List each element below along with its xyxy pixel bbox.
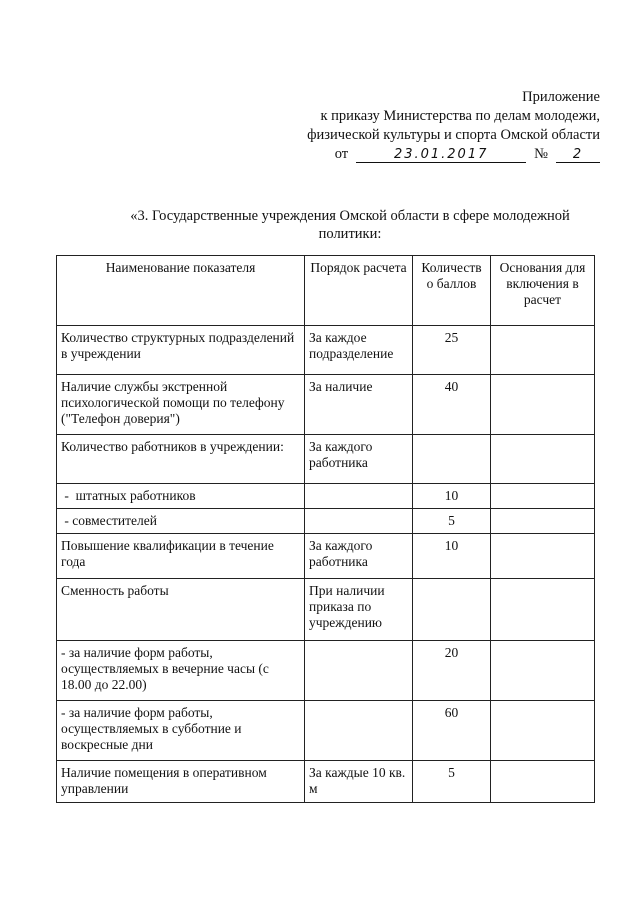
cell-name: Количество работников в учреждении: (57, 435, 305, 484)
indicators-table (56, 255, 595, 803)
cell-points: 25 (413, 326, 491, 375)
cell-basis (491, 509, 595, 534)
cell-name: Наличие службы экстренной психологической помощи по телефону ("Телефон доверия") (57, 375, 305, 435)
cell-order: За каждые 10 кв. м (305, 761, 413, 803)
cell-points: 60 (413, 701, 491, 761)
handwritten-date: 23.01.2017 (356, 147, 526, 163)
cell-points: 10 (413, 484, 491, 509)
order-reference-line: к приказу Министерства по делам молодежи, (320, 108, 600, 124)
table-row (57, 375, 595, 435)
appendix-header (307, 88, 600, 164)
cell-name: Повышение квалификации в течение года (57, 534, 305, 579)
cell-name: - за наличие форм работы, осуществляемых в субботние и воскресные дни (57, 701, 305, 761)
cell-basis (491, 534, 595, 579)
header-points: Количеств о баллов (413, 256, 491, 326)
cell-basis (491, 326, 595, 375)
cell-points: 10 (413, 534, 491, 579)
table-row (57, 326, 595, 375)
cell-points (413, 435, 491, 484)
ministry-name-line: физической культуры и спорта Омской области (307, 127, 600, 143)
date-number-line (307, 145, 600, 164)
table-row (57, 641, 595, 701)
cell-order: За наличие (305, 375, 413, 435)
section-title-line1: «3. Государственные учреждения Омской области в сфере молодежной (130, 208, 570, 224)
table-row (57, 509, 595, 534)
cell-points: 20 (413, 641, 491, 701)
cell-order (305, 701, 413, 761)
date-prefix: от (334, 146, 349, 162)
cell-basis (491, 435, 595, 484)
header-basis: Основания для включения в расчет (491, 256, 595, 326)
table-row (57, 701, 595, 761)
number-prefix: № (534, 146, 548, 162)
cell-name: - совместителей (57, 509, 305, 534)
cell-order: При наличии приказа по учреждению (305, 579, 413, 641)
table-header-row (57, 256, 595, 326)
cell-points: 40 (413, 375, 491, 435)
appendix-label: Приложение (522, 89, 600, 105)
cell-name: Сменность работы (57, 579, 305, 641)
table-row (57, 534, 595, 579)
cell-basis (491, 761, 595, 803)
cell-basis (491, 641, 595, 701)
cell-basis (491, 701, 595, 761)
cell-basis (491, 375, 595, 435)
cell-order: За каждого работника (305, 534, 413, 579)
table-row (57, 579, 595, 641)
cell-basis (491, 484, 595, 509)
header-calculation-order: Порядок расчета (305, 256, 413, 326)
cell-basis (491, 579, 595, 641)
section-title-line2: политики: (318, 226, 382, 242)
cell-name: - штатных работников (57, 484, 305, 509)
cell-points: 5 (413, 509, 491, 534)
cell-name: - за наличие форм работы, осуществляемых в вечерние часы (с 18.00 до 22.00) (57, 641, 305, 701)
cell-points (413, 579, 491, 641)
section-title (110, 207, 590, 243)
handwritten-number: 2 (556, 147, 600, 163)
cell-points: 5 (413, 761, 491, 803)
cell-name: Наличие помещения в оперативном управлении (57, 761, 305, 803)
table-row (57, 484, 595, 509)
cell-order: За каждое подразделение (305, 326, 413, 375)
table-row (57, 435, 595, 484)
cell-order (305, 484, 413, 509)
cell-order (305, 509, 413, 534)
cell-order (305, 641, 413, 701)
cell-name: Количество структурных подразделений в учреждении (57, 326, 305, 375)
header-indicator-name: Наименование показателя (57, 256, 305, 326)
cell-order: За каждого работника (305, 435, 413, 484)
table-row (57, 761, 595, 803)
